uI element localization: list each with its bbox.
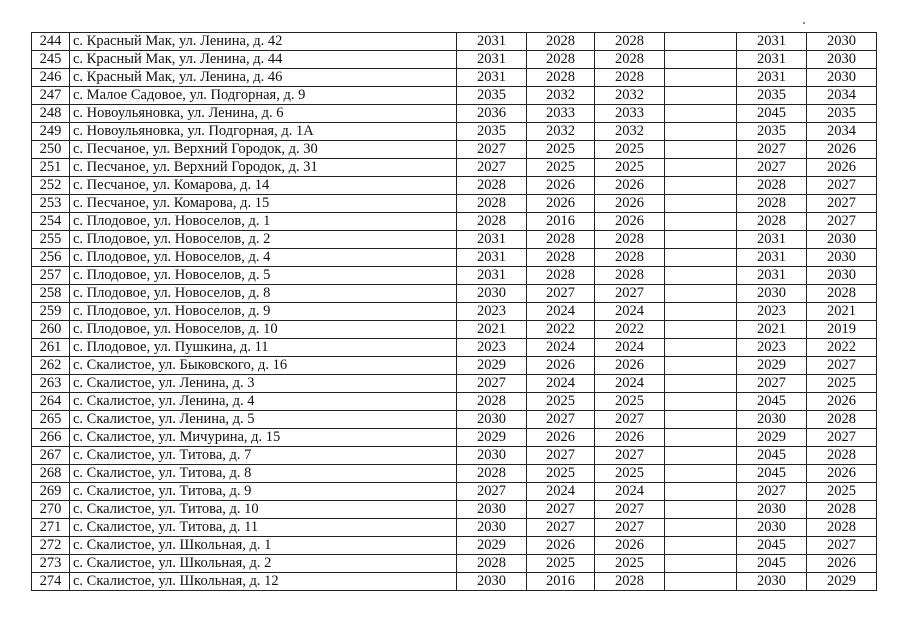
row-number-cell: 248 — [32, 105, 70, 123]
year-cell-6: 2025 — [807, 483, 877, 501]
year-cell-4 — [665, 33, 737, 51]
year-cell-3: 2027 — [595, 519, 665, 537]
table-row — [32, 249, 877, 267]
row-number-cell: 259 — [32, 303, 70, 321]
year-cell-3: 2032 — [595, 87, 665, 105]
year-cell-3: 2028 — [595, 231, 665, 249]
year-cell-4 — [665, 267, 737, 285]
year-cell-1: 2027 — [457, 375, 527, 393]
address-cell: с. Скалистое, ул. Титова, д. 8 — [70, 465, 457, 483]
row-number-cell: 244 — [32, 33, 70, 51]
address-cell: с. Скалистое, ул. Мичурина, д. 15 — [70, 429, 457, 447]
year-cell-5: 2028 — [737, 177, 807, 195]
year-cell-5: 2030 — [737, 501, 807, 519]
document-sheet — [31, 32, 877, 591]
year-cell-4 — [665, 195, 737, 213]
year-cell-1: 2029 — [457, 429, 527, 447]
year-cell-6: 2027 — [807, 177, 877, 195]
year-cell-5: 2028 — [737, 213, 807, 231]
year-cell-3: 2028 — [595, 267, 665, 285]
year-cell-1: 2028 — [457, 195, 527, 213]
year-cell-4 — [665, 339, 737, 357]
row-number-cell: 258 — [32, 285, 70, 303]
table-row — [32, 573, 877, 591]
year-cell-6: 2026 — [807, 393, 877, 411]
table-row — [32, 87, 877, 105]
row-number-cell: 268 — [32, 465, 70, 483]
table-row — [32, 393, 877, 411]
address-cell: с. Скалистое, ул. Титова, д. 10 — [70, 501, 457, 519]
address-cell: с. Малое Садовое, ул. Подгорная, д. 9 — [70, 87, 457, 105]
year-cell-1: 2031 — [457, 231, 527, 249]
year-cell-6: 2021 — [807, 303, 877, 321]
year-cell-2: 2028 — [527, 249, 595, 267]
year-cell-4 — [665, 51, 737, 69]
row-number-cell: 262 — [32, 357, 70, 375]
address-cell: с. Песчаное, ул. Комарова, д. 14 — [70, 177, 457, 195]
year-cell-2: 2025 — [527, 159, 595, 177]
year-cell-5: 2045 — [737, 537, 807, 555]
year-cell-6: 2025 — [807, 375, 877, 393]
year-cell-4 — [665, 69, 737, 87]
row-number-cell: 265 — [32, 411, 70, 429]
year-cell-3: 2025 — [595, 141, 665, 159]
year-cell-3: 2027 — [595, 447, 665, 465]
year-cell-2: 2026 — [527, 537, 595, 555]
address-cell: с. Новоульяновка, ул. Ленина, д. 6 — [70, 105, 457, 123]
year-cell-4 — [665, 537, 737, 555]
row-number-cell: 267 — [32, 447, 70, 465]
year-cell-1: 2030 — [457, 447, 527, 465]
table-row — [32, 195, 877, 213]
year-cell-6: 2026 — [807, 465, 877, 483]
year-cell-2: 2028 — [527, 51, 595, 69]
address-cell: с. Плодовое, ул. Новоселов, д. 10 — [70, 321, 457, 339]
year-cell-3: 2025 — [595, 159, 665, 177]
year-cell-4 — [665, 483, 737, 501]
year-cell-1: 2028 — [457, 393, 527, 411]
year-cell-2: 2027 — [527, 285, 595, 303]
row-number-cell: 250 — [32, 141, 70, 159]
year-cell-5: 2031 — [737, 69, 807, 87]
table-row — [32, 303, 877, 321]
year-cell-2: 2025 — [527, 393, 595, 411]
year-cell-6: 2028 — [807, 501, 877, 519]
year-cell-1: 2030 — [457, 573, 527, 591]
year-cell-1: 2027 — [457, 141, 527, 159]
year-cell-3: 2033 — [595, 105, 665, 123]
year-cell-1: 2029 — [457, 357, 527, 375]
table-body — [32, 33, 877, 591]
table-row — [32, 33, 877, 51]
year-cell-4 — [665, 519, 737, 537]
row-number-cell: 245 — [32, 51, 70, 69]
year-cell-3: 2022 — [595, 321, 665, 339]
year-cell-1: 2030 — [457, 411, 527, 429]
year-cell-2: 2032 — [527, 87, 595, 105]
year-cell-5: 2028 — [737, 195, 807, 213]
year-cell-1: 2029 — [457, 537, 527, 555]
year-cell-3: 2026 — [595, 357, 665, 375]
year-cell-3: 2025 — [595, 465, 665, 483]
year-cell-6: 2027 — [807, 195, 877, 213]
year-cell-5: 2035 — [737, 123, 807, 141]
year-cell-2: 2016 — [527, 573, 595, 591]
year-cell-2: 2028 — [527, 267, 595, 285]
year-cell-2: 2026 — [527, 429, 595, 447]
address-cell: с. Плодовое, ул. Новоселов, д. 5 — [70, 267, 457, 285]
year-cell-2: 2027 — [527, 501, 595, 519]
year-cell-3: 2024 — [595, 339, 665, 357]
table-row — [32, 321, 877, 339]
year-cell-3: 2026 — [595, 537, 665, 555]
row-number-cell: 270 — [32, 501, 70, 519]
year-cell-6: 2030 — [807, 51, 877, 69]
year-cell-1: 2028 — [457, 555, 527, 573]
year-cell-3: 2027 — [595, 285, 665, 303]
table-row — [32, 501, 877, 519]
year-cell-4 — [665, 411, 737, 429]
year-cell-1: 2031 — [457, 51, 527, 69]
year-cell-3: 2026 — [595, 429, 665, 447]
year-cell-2: 2025 — [527, 141, 595, 159]
year-cell-5: 2027 — [737, 375, 807, 393]
year-cell-5: 2031 — [737, 231, 807, 249]
table-row — [32, 123, 877, 141]
year-cell-3: 2024 — [595, 375, 665, 393]
year-cell-4 — [665, 123, 737, 141]
year-cell-4 — [665, 429, 737, 447]
year-cell-2: 2028 — [527, 33, 595, 51]
year-cell-5: 2027 — [737, 141, 807, 159]
year-cell-5: 2031 — [737, 33, 807, 51]
scan-speck — [803, 22, 805, 24]
year-cell-1: 2023 — [457, 339, 527, 357]
row-number-cell: 252 — [32, 177, 70, 195]
row-number-cell: 249 — [32, 123, 70, 141]
year-cell-4 — [665, 465, 737, 483]
year-cell-2: 2016 — [527, 213, 595, 231]
year-cell-1: 2031 — [457, 33, 527, 51]
year-cell-4 — [665, 177, 737, 195]
year-cell-4 — [665, 231, 737, 249]
year-cell-5: 2027 — [737, 483, 807, 501]
year-cell-6: 2027 — [807, 537, 877, 555]
year-cell-3: 2026 — [595, 213, 665, 231]
year-cell-1: 2021 — [457, 321, 527, 339]
table-row — [32, 429, 877, 447]
year-cell-5: 2031 — [737, 249, 807, 267]
row-number-cell: 273 — [32, 555, 70, 573]
address-cell: с. Плодовое, ул. Новоселов, д. 1 — [70, 213, 457, 231]
address-cell: с. Плодовое, ул. Новоселов, д. 8 — [70, 285, 457, 303]
year-cell-4 — [665, 105, 737, 123]
year-cell-4 — [665, 375, 737, 393]
year-cell-2: 2024 — [527, 483, 595, 501]
table-row — [32, 267, 877, 285]
year-cell-1: 2030 — [457, 285, 527, 303]
year-cell-3: 2026 — [595, 195, 665, 213]
year-cell-5: 2045 — [737, 555, 807, 573]
year-cell-2: 2024 — [527, 303, 595, 321]
year-cell-3: 2026 — [595, 177, 665, 195]
year-cell-6: 2026 — [807, 141, 877, 159]
year-cell-2: 2027 — [527, 411, 595, 429]
year-cell-2: 2024 — [527, 339, 595, 357]
table-row — [32, 285, 877, 303]
row-number-cell: 246 — [32, 69, 70, 87]
year-cell-6: 2029 — [807, 573, 877, 591]
year-cell-6: 2022 — [807, 339, 877, 357]
year-cell-3: 2028 — [595, 249, 665, 267]
year-cell-5: 2031 — [737, 267, 807, 285]
address-cell: с. Скалистое, ул. Ленина, д. 3 — [70, 375, 457, 393]
table-row — [32, 105, 877, 123]
year-cell-1: 2036 — [457, 105, 527, 123]
year-cell-6: 2030 — [807, 231, 877, 249]
year-cell-1: 2031 — [457, 267, 527, 285]
year-cell-6: 2019 — [807, 321, 877, 339]
year-cell-1: 2035 — [457, 123, 527, 141]
address-cell: с. Песчаное, ул. Верхний Городок, д. 30 — [70, 141, 457, 159]
address-cell: с. Скалистое, ул. Быковского, д. 16 — [70, 357, 457, 375]
address-cell: с. Скалистое, ул. Титова, д. 11 — [70, 519, 457, 537]
year-cell-3: 2028 — [595, 51, 665, 69]
year-cell-2: 2025 — [527, 555, 595, 573]
year-cell-2: 2022 — [527, 321, 595, 339]
year-cell-1: 2028 — [457, 465, 527, 483]
year-cell-1: 2023 — [457, 303, 527, 321]
year-cell-5: 2027 — [737, 159, 807, 177]
year-cell-6: 2026 — [807, 159, 877, 177]
year-cell-4 — [665, 555, 737, 573]
year-cell-4 — [665, 249, 737, 267]
year-cell-4 — [665, 573, 737, 591]
row-number-cell: 274 — [32, 573, 70, 591]
year-cell-1: 2030 — [457, 501, 527, 519]
year-cell-2: 2032 — [527, 123, 595, 141]
row-number-cell: 257 — [32, 267, 70, 285]
year-cell-3: 2032 — [595, 123, 665, 141]
year-cell-3: 2027 — [595, 411, 665, 429]
year-cell-6: 2030 — [807, 267, 877, 285]
year-cell-6: 2028 — [807, 411, 877, 429]
year-cell-1: 2028 — [457, 177, 527, 195]
row-number-cell: 269 — [32, 483, 70, 501]
year-cell-5: 2030 — [737, 519, 807, 537]
year-cell-1: 2031 — [457, 69, 527, 87]
row-number-cell: 247 — [32, 87, 70, 105]
row-number-cell: 254 — [32, 213, 70, 231]
table-row — [32, 141, 877, 159]
table-row — [32, 519, 877, 537]
address-cell: с. Скалистое, ул. Ленина, д. 5 — [70, 411, 457, 429]
year-cell-2: 2026 — [527, 177, 595, 195]
row-number-cell: 251 — [32, 159, 70, 177]
year-cell-3: 2025 — [595, 555, 665, 573]
row-number-cell: 253 — [32, 195, 70, 213]
year-cell-2: 2025 — [527, 465, 595, 483]
year-cell-2: 2026 — [527, 195, 595, 213]
table-row — [32, 231, 877, 249]
year-cell-5: 2045 — [737, 393, 807, 411]
year-cell-6: 2028 — [807, 447, 877, 465]
table-row — [32, 213, 877, 231]
table-row — [32, 357, 877, 375]
year-cell-2: 2033 — [527, 105, 595, 123]
year-cell-5: 2045 — [737, 447, 807, 465]
year-cell-4 — [665, 159, 737, 177]
year-cell-3: 2024 — [595, 483, 665, 501]
year-cell-3: 2028 — [595, 69, 665, 87]
address-cell: с. Красный Мак, ул. Ленина, д. 42 — [70, 33, 457, 51]
address-cell: с. Новоульяновка, ул. Подгорная, д. 1А — [70, 123, 457, 141]
year-cell-6: 2027 — [807, 357, 877, 375]
address-cell: с. Скалистое, ул. Школьная, д. 2 — [70, 555, 457, 573]
address-cell: с. Скалистое, ул. Школьная, д. 1 — [70, 537, 457, 555]
year-cell-4 — [665, 501, 737, 519]
year-cell-4 — [665, 357, 737, 375]
address-cell: с. Песчаное, ул. Верхний Городок, д. 31 — [70, 159, 457, 177]
row-number-cell: 261 — [32, 339, 70, 357]
address-cell: с. Песчаное, ул. Комарова, д. 15 — [70, 195, 457, 213]
year-cell-3: 2024 — [595, 303, 665, 321]
row-number-cell: 263 — [32, 375, 70, 393]
year-cell-6: 2030 — [807, 69, 877, 87]
address-cell: с. Скалистое, ул. Школьная, д. 12 — [70, 573, 457, 591]
year-cell-2: 2024 — [527, 375, 595, 393]
year-cell-4 — [665, 303, 737, 321]
year-cell-1: 2028 — [457, 213, 527, 231]
address-cell: с. Плодовое, ул. Новоселов, д. 2 — [70, 231, 457, 249]
table-row — [32, 447, 877, 465]
table-row — [32, 555, 877, 573]
year-cell-4 — [665, 285, 737, 303]
year-cell-5: 2023 — [737, 303, 807, 321]
year-cell-2: 2026 — [527, 357, 595, 375]
year-cell-5: 2029 — [737, 429, 807, 447]
year-cell-4 — [665, 447, 737, 465]
year-cell-5: 2029 — [737, 357, 807, 375]
address-cell: с. Скалистое, ул. Ленина, д. 4 — [70, 393, 457, 411]
year-cell-6: 2027 — [807, 213, 877, 231]
year-cell-1: 2027 — [457, 159, 527, 177]
year-cell-5: 2030 — [737, 285, 807, 303]
table-row — [32, 411, 877, 429]
year-cell-4 — [665, 321, 737, 339]
year-cell-4 — [665, 141, 737, 159]
row-number-cell: 271 — [32, 519, 70, 537]
year-cell-1: 2035 — [457, 87, 527, 105]
address-cell: с. Красный Мак, ул. Ленина, д. 46 — [70, 69, 457, 87]
year-cell-5: 2031 — [737, 51, 807, 69]
year-cell-6: 2030 — [807, 33, 877, 51]
year-cell-2: 2028 — [527, 69, 595, 87]
year-cell-5: 2045 — [737, 465, 807, 483]
year-cell-5: 2030 — [737, 411, 807, 429]
year-cell-6: 2028 — [807, 519, 877, 537]
address-cell: с. Плодовое, ул. Новоселов, д. 4 — [70, 249, 457, 267]
table-row — [32, 375, 877, 393]
address-cell: с. Скалистое, ул. Титова, д. 9 — [70, 483, 457, 501]
address-cell: с. Скалистое, ул. Титова, д. 7 — [70, 447, 457, 465]
row-number-cell: 256 — [32, 249, 70, 267]
row-number-cell: 264 — [32, 393, 70, 411]
year-cell-6: 2035 — [807, 105, 877, 123]
year-cell-6: 2030 — [807, 249, 877, 267]
year-cell-3: 2028 — [595, 573, 665, 591]
table-row — [32, 51, 877, 69]
year-cell-2: 2027 — [527, 519, 595, 537]
year-cell-6: 2027 — [807, 429, 877, 447]
address-cell: с. Красный Мак, ул. Ленина, д. 44 — [70, 51, 457, 69]
year-cell-6: 2034 — [807, 87, 877, 105]
year-cell-5: 2021 — [737, 321, 807, 339]
year-cell-6: 2034 — [807, 123, 877, 141]
year-cell-6: 2028 — [807, 285, 877, 303]
address-cell: с. Плодовое, ул. Пушкина, д. 11 — [70, 339, 457, 357]
year-cell-1: 2027 — [457, 483, 527, 501]
table-row — [32, 537, 877, 555]
table-row — [32, 339, 877, 357]
year-cell-1: 2030 — [457, 519, 527, 537]
table-row — [32, 69, 877, 87]
table-row — [32, 465, 877, 483]
year-cell-2: 2028 — [527, 231, 595, 249]
year-cell-3: 2028 — [595, 33, 665, 51]
year-cell-1: 2031 — [457, 249, 527, 267]
year-cell-2: 2027 — [527, 447, 595, 465]
year-cell-4 — [665, 87, 737, 105]
table-row — [32, 483, 877, 501]
year-cell-4 — [665, 213, 737, 231]
row-number-cell: 272 — [32, 537, 70, 555]
year-cell-3: 2025 — [595, 393, 665, 411]
year-cell-6: 2026 — [807, 555, 877, 573]
year-cell-5: 2030 — [737, 573, 807, 591]
table-row — [32, 177, 877, 195]
year-cell-5: 2035 — [737, 87, 807, 105]
year-cell-5: 2045 — [737, 105, 807, 123]
table-row — [32, 159, 877, 177]
year-cell-3: 2027 — [595, 501, 665, 519]
year-cell-5: 2023 — [737, 339, 807, 357]
address-cell: с. Плодовое, ул. Новоселов, д. 9 — [70, 303, 457, 321]
row-number-cell: 260 — [32, 321, 70, 339]
year-cell-4 — [665, 393, 737, 411]
housing-register-table — [31, 32, 877, 591]
row-number-cell: 266 — [32, 429, 70, 447]
row-number-cell: 255 — [32, 231, 70, 249]
